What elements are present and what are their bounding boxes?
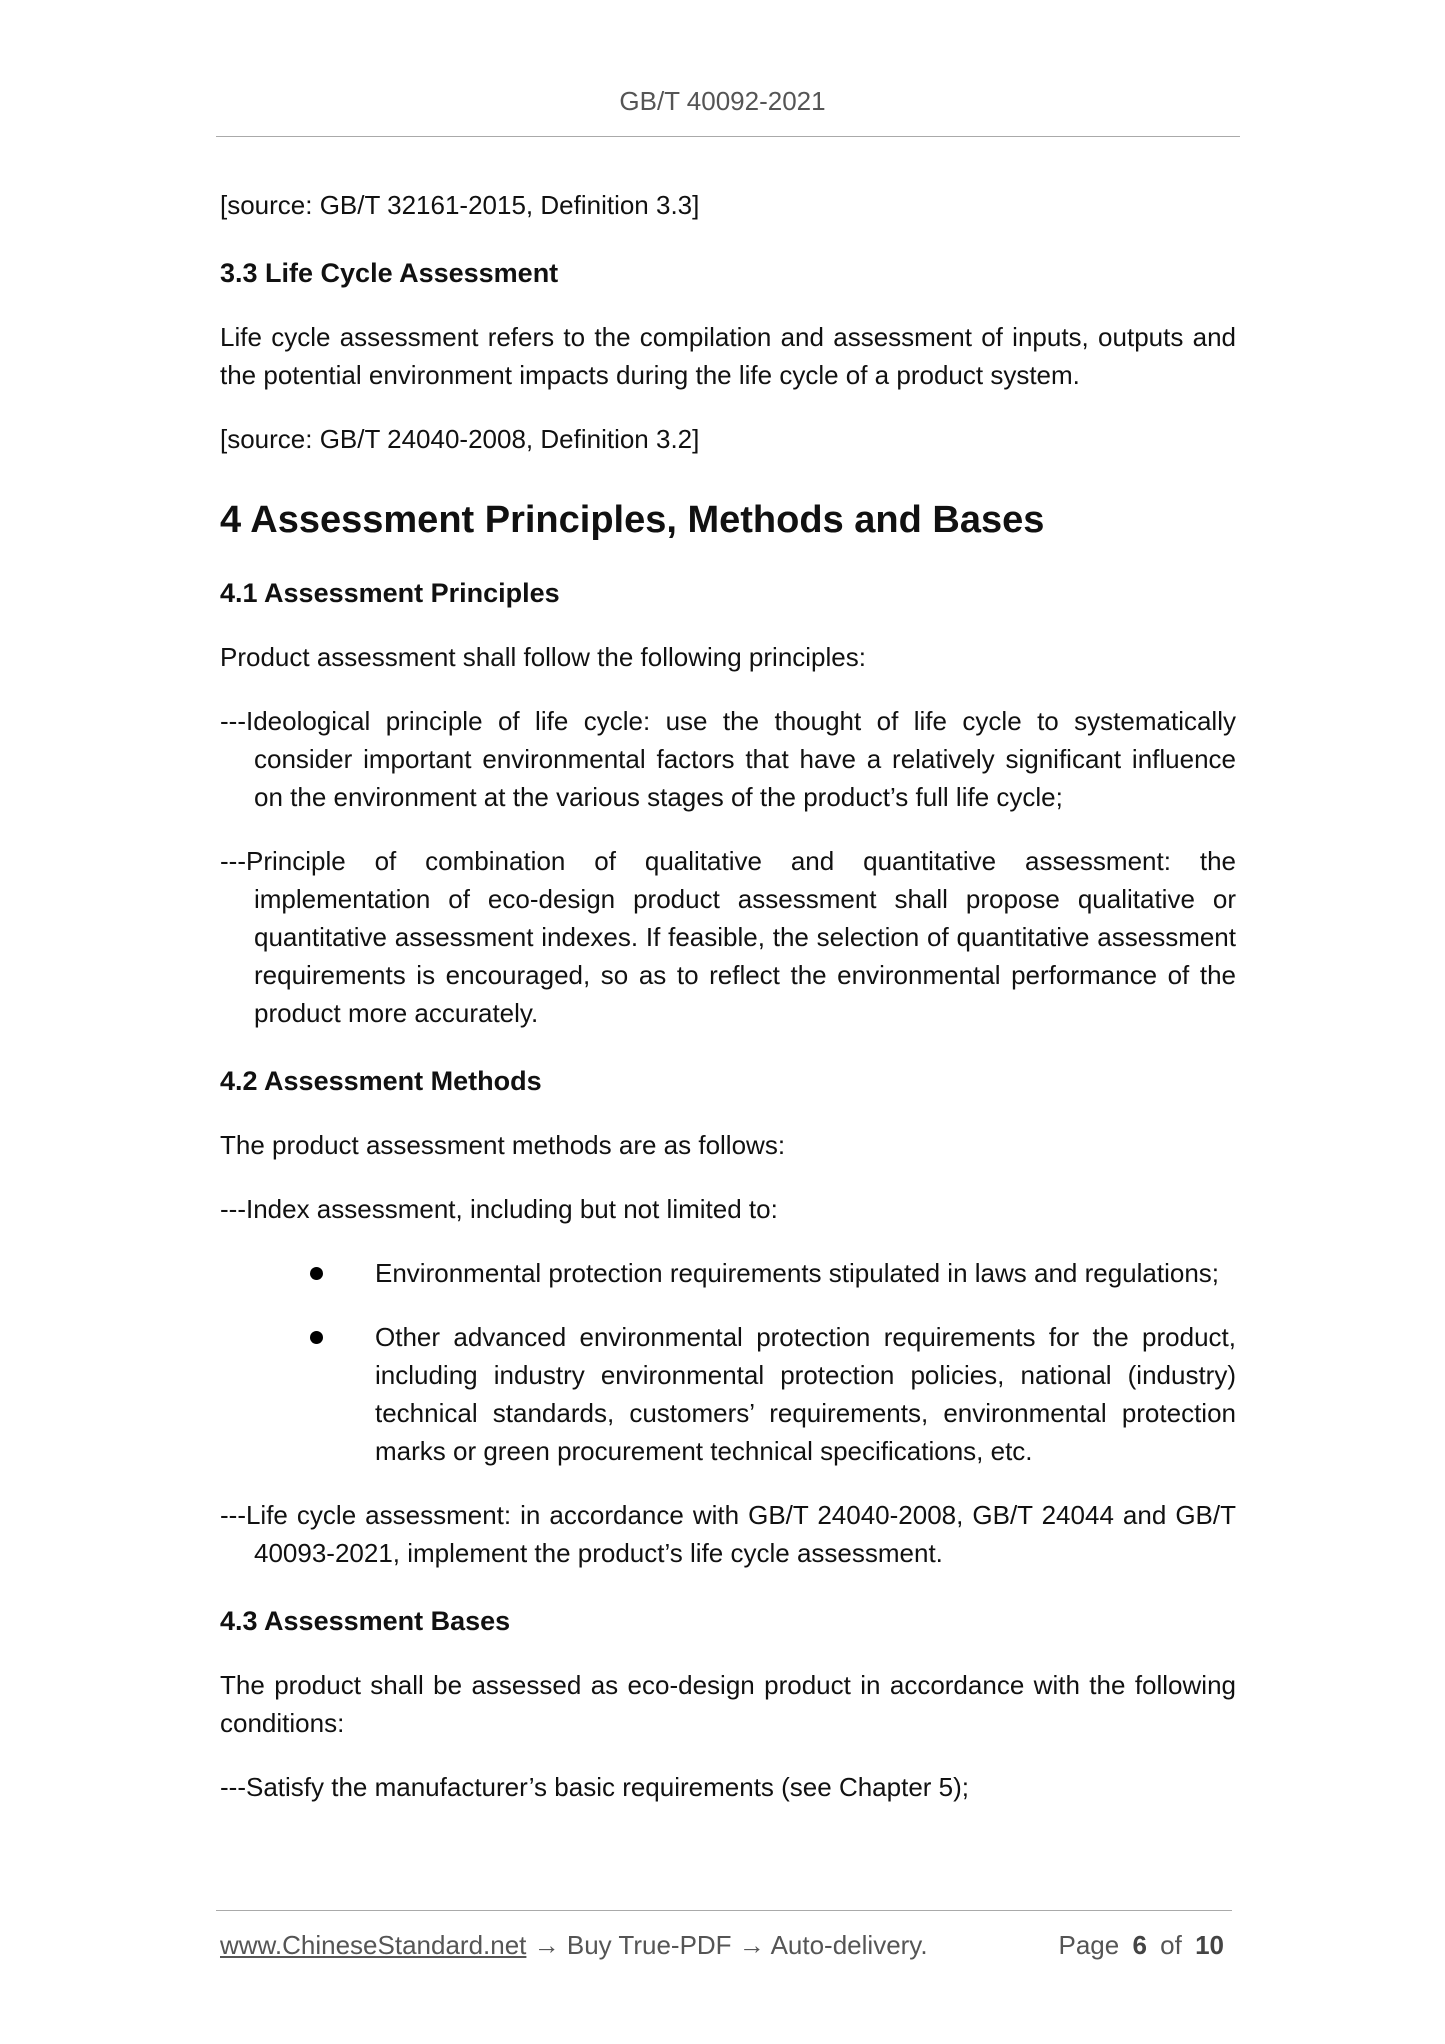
bullet-text: Other advanced environmental protection requirements for the product, including industry environmental protection policies, national (industry) technical standards, customers’ requirements, environmental protection marks or green procurement technical specifications, etc. <box>375 1322 1236 1466</box>
bullet-list-item <box>375 1254 1236 1292</box>
method-item: ---Index assessment, including but not limited to: <box>220 1194 778 1224</box>
chapter-heading-4: 4 Assessment Principles, Methods and Bases <box>220 499 1045 541</box>
method-item: ---Life cycle assessment: in accordance with GB/T 24040-2008, GB/T 24044 and GB/T 40093-2021, implement the product’s life cycle assessment. <box>220 1500 1236 1568</box>
source-note: [source: GB/T 32161-2015, Definition 3.3] <box>220 190 700 220</box>
footer-divider <box>216 1910 1232 1911</box>
principle-item: ---Ideological principle of life cycle: use the thought of life cycle to systematically consider important environmental factors that have a relatively significant influence on the environment at the various stages of the product’s full life cycle; <box>220 706 1236 812</box>
bullet-icon <box>310 1267 323 1280</box>
page-footer <box>220 1930 1230 1961</box>
footer-tagline: → Buy True-PDF → Auto-delivery. <box>526 1930 928 1960</box>
section-heading-4-2: 4.2 Assessment Methods <box>220 1066 542 1096</box>
page-of: of <box>1160 1930 1182 1960</box>
section-heading-4-3: 4.3 Assessment Bases <box>220 1606 511 1636</box>
paragraph-4-1: Product assessment shall follow the following principles: <box>220 642 866 672</box>
site-link[interactable]: www.ChineseStandard.net <box>220 1930 527 1960</box>
paragraph-4-3: The product shall be assessed as eco-design product in accordance with the following conditions: <box>220 1670 1236 1738</box>
section-heading-3-3: 3.3 Life Cycle Assessment <box>220 258 559 288</box>
bullet-list-item <box>375 1318 1236 1470</box>
bullet-text: Environmental protection requirements stipulated in laws and regulations; <box>375 1258 1220 1288</box>
page-current: 6 <box>1132 1930 1147 1960</box>
page-number <box>1058 1930 1230 1961</box>
bullet-icon <box>310 1331 323 1344</box>
source-note: [source: GB/T 24040-2008, Definition 3.2] <box>220 424 700 454</box>
paragraph-4-2: The product assessment methods are as follows: <box>220 1130 786 1160</box>
document-body <box>220 160 1236 1806</box>
page-label: Page <box>1058 1930 1120 1960</box>
page-header-title: GB/T 40092-2021 <box>619 86 826 116</box>
principle-item: ---Principle of combination of qualitative and quantitative assessment: the implementation of eco-design product assessment shall propose qualitative or quantitative assessment indexes. If feasible, the selection of quantitative assessment requirements is encouraged, so as to reflect the environmental performance of the product more accurately. <box>220 846 1236 1028</box>
section-heading-4-1: 4.1 Assessment Principles <box>220 578 560 608</box>
page-total: 10 <box>1195 1930 1224 1960</box>
header-divider <box>216 136 1240 137</box>
condition-item: ---Satisfy the manufacturer’s basic requirements (see Chapter 5); <box>220 1772 970 1802</box>
paragraph-3-3: Life cycle assessment refers to the compilation and assessment of inputs, outputs and the potential environment impacts during the life cycle of a product system. <box>220 322 1236 390</box>
